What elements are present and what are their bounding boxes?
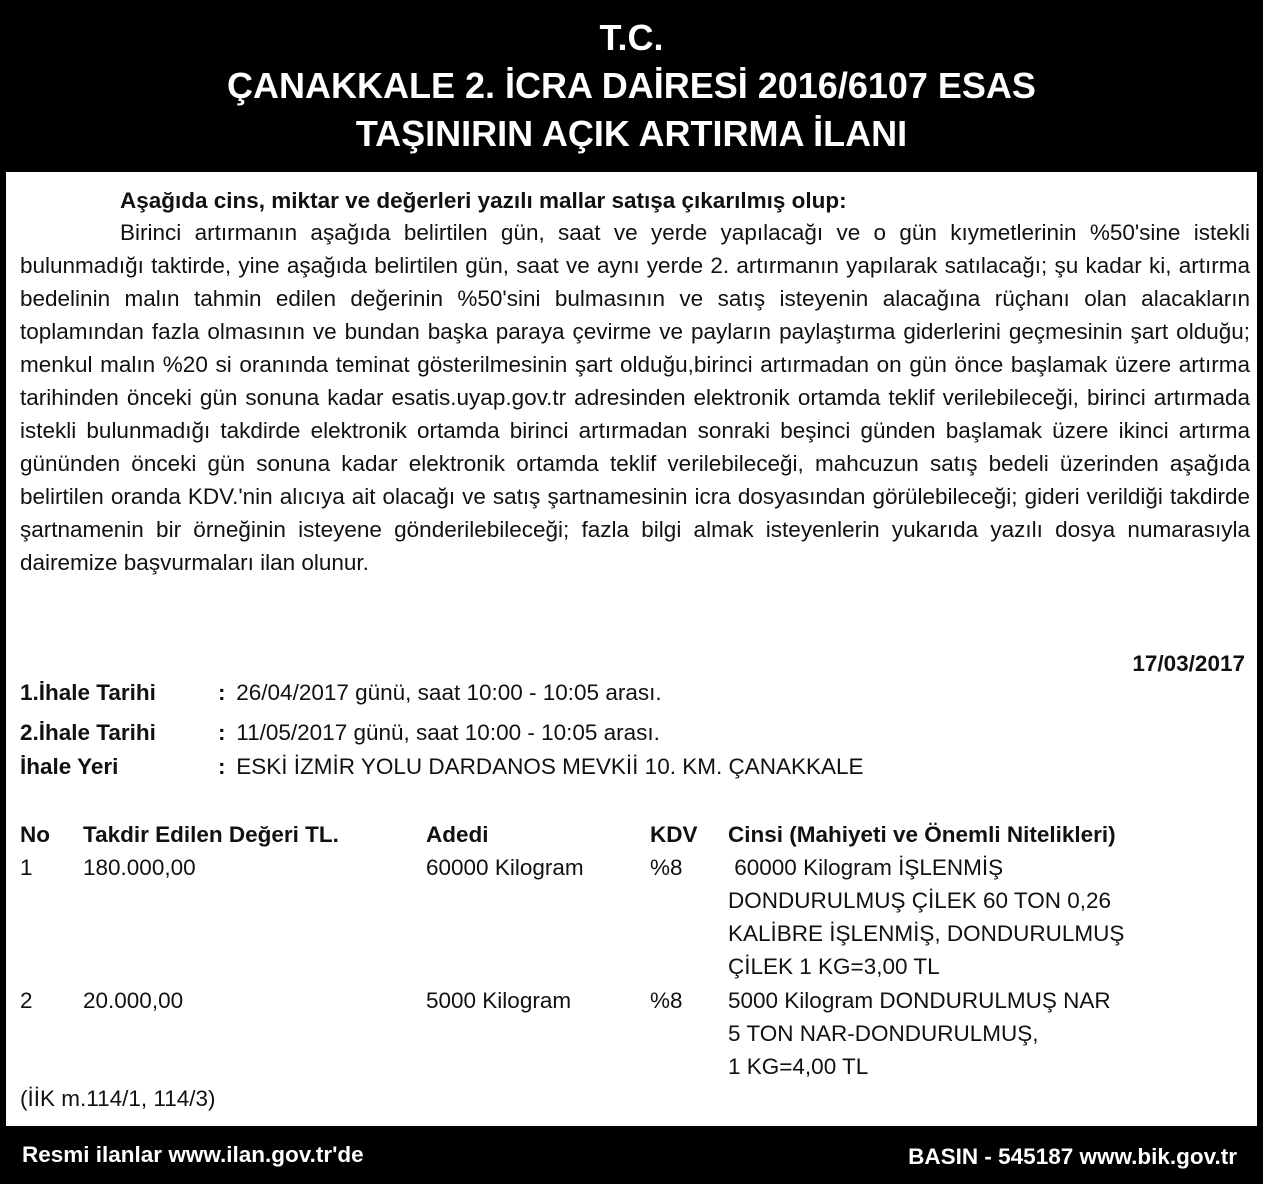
- desc-line: 60000 Kilogram İŞLENMİŞ: [728, 855, 1004, 880]
- footer-official-ads: Resmi ilanlar www.ilan.gov.tr'de: [22, 1142, 364, 1167]
- info-row-second-auction: [20, 718, 660, 748]
- info-colon: :: [218, 754, 226, 779]
- info-label: 2.İhale Tarihi: [20, 720, 156, 745]
- notice-date: 17/03/2017: [1132, 651, 1245, 676]
- info-colon: :: [218, 720, 226, 745]
- footer-banner: [0, 1126, 1263, 1184]
- header-banner: [0, 0, 1263, 170]
- table-cell-desc: [728, 851, 1238, 983]
- info-value: 26/04/2017 günü, saat 10:00 - 10:05 arası.: [236, 680, 662, 705]
- info-row-auction-place: [20, 752, 864, 782]
- info-row-first-auction: [20, 678, 662, 708]
- info-value: 11/05/2017 günü, saat 10:00 - 10:05 arası.: [236, 720, 660, 745]
- legal-reference: (İİK m.114/1, 114/3): [20, 1086, 216, 1111]
- table-cell-kdv: %8: [650, 988, 683, 1013]
- table-cell-no: 1: [20, 855, 33, 880]
- info-value: ESKİ İZMİR YOLU DARDANOS MEVKİİ 10. KM. ÇANAKKALE: [236, 754, 864, 779]
- table-header-no: No: [20, 822, 50, 847]
- header-title-tc: T.C.: [599, 17, 664, 58]
- table-header-desc: Cinsi (Mahiyeti ve Önemli Nitelikleri): [728, 822, 1116, 847]
- table-cell-no: 2: [20, 988, 33, 1013]
- desc-line: DONDURULMUŞ ÇİLEK 60 TON 0,26: [728, 888, 1112, 913]
- table-cell-desc: [728, 984, 1238, 1083]
- desc-line: ÇİLEK 1 KG=3,00 TL: [728, 954, 940, 979]
- table-cell-kdv: %8: [650, 855, 683, 880]
- intro-paragraph: Birinci artırmanın aşağıda belirtilen gün, saat ve yerde yapılacağı ve o gün kıymetlerinin %50'sine istekli bulunmadığı taktirde, yine aşağıda belirtilen gün, saat ve aynı yerde 2. artırmanın yapılarak satılacağı; şu kadar ki, artırma bedelinin malın tahmin edilen değerinin %50'sini bulmasının ve satış isteyenin alacağına rüçhanı olan alacakların toplamından fazla olmasının ve bundan başka paraya çevirme ve payların paylaştırma giderlerini geçmesinin şart olduğu; menkul malın %20 si oranında teminat gösterilmesinin şart olduğu,birinci artırmadan on gün önce başlamak üzere artırma tarihinden önceki gün sonuna kadar esatis.uyap.gov.tr adresinden elektronik ortamda teklif verilebileceği, birinci artırmada istekli bulunmadığı takdirde elektronik ortamda birinci artırmadan sonraki beşinci günden başlamak üzere ikinci artırma gününden önceki gün sonuna kadar elektronik ortamda teklif verilebileceği, mahcuzun satış bedeli üzerinden aşağıda belirtilen oranda KDV.'nin alıcıya ait olacağı ve satış şartnamesinin icra dosyasından görülebileceği; gideri verildiği takdirde şartnamenin bir örneğinin isteyene gönderilebileceği; fazla bilgi almak isteyenlerin yukarıda yazılı dosya numarasıyla dairemize başvurmaları ilan olunur.: [20, 220, 1250, 575]
- desc-line: 1 KG=4,00 TL: [728, 1054, 869, 1079]
- table-cell-value: 20.000,00: [83, 988, 184, 1013]
- notice-body: [6, 172, 1257, 1126]
- header-title-notice: TAŞINIRIN AÇIK ARTIRMA İLANI: [355, 113, 908, 154]
- table-cell-value: 180.000,00: [83, 855, 196, 880]
- table-header-qty: Adedi: [426, 822, 489, 847]
- info-label: İhale Yeri: [20, 754, 119, 779]
- table-cell-qty: 60000 Kilogram: [426, 855, 584, 880]
- desc-line: KALİBRE İŞLENMİŞ, DONDURULMUŞ: [728, 921, 1125, 946]
- table-header-kdv: KDV: [650, 822, 698, 847]
- info-colon: :: [218, 680, 226, 705]
- intro-heading: Aşağıda cins, miktar ve değerleri yazılı mallar satışa çıkarılmış olup:: [120, 188, 847, 213]
- table-cell-qty: 5000 Kilogram: [426, 988, 572, 1013]
- header-title-office: ÇANAKKALE 2. İCRA DAİRESİ 2016/6107 ESAS: [227, 65, 1036, 106]
- desc-line: 5000 Kilogram DONDURULMUŞ NAR: [728, 988, 1111, 1013]
- footer-press-id: BASIN - 545187 www.bik.gov.tr: [908, 1144, 1237, 1169]
- table-header-value: Takdir Edilen Değeri TL.: [83, 822, 339, 847]
- info-label: 1.İhale Tarihi: [20, 680, 156, 705]
- desc-line: 5 TON NAR-DONDURULMUŞ,: [728, 1021, 1039, 1046]
